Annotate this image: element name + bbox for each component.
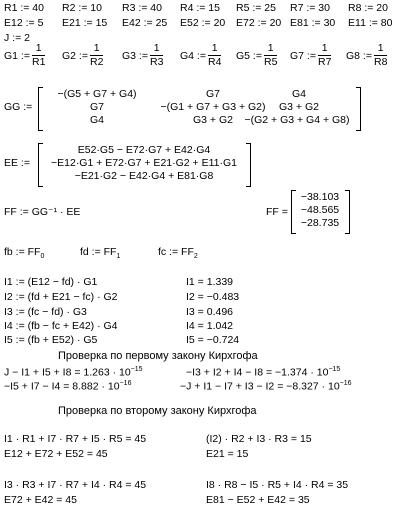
kvl-line: E12 + E72 + E52 = 45 [4, 448, 108, 460]
gg-cell: G7 [205, 88, 220, 100]
gg-cell: G7 [89, 101, 104, 113]
ff-value: −48.565 [300, 204, 340, 216]
ee-cell: −E12·G1 + E72·G7 + E21·G2 + E11·G1 [51, 157, 237, 169]
current-value: I4 = 1.042 [186, 320, 233, 332]
gg-cell: G4 [291, 88, 306, 100]
conductance-g4: G4 := $\frac{1}{R4}$ [180, 42, 222, 68]
param-r7: R7 := 30 [290, 2, 330, 14]
gg-cell: G4 [89, 114, 104, 126]
param-e52: E52 := 20 [180, 17, 226, 29]
gg-cell: −(G1 + G7 + G3 + G2) [160, 101, 266, 113]
param-e81: E81 := 30 [290, 17, 336, 29]
current-def: I5 := (fb + E52) · G5 [4, 334, 98, 346]
current-def: I4 := (fb − fc + E42) · G4 [4, 320, 118, 332]
current-value: I1 = 1.339 [186, 276, 233, 288]
gg-cell: −(G5 + G7 + G4) [57, 88, 137, 100]
ff-label: FF = [266, 206, 288, 218]
param-e72: E72 := 20 [236, 17, 282, 29]
kvl-line: I8 · R8 − I5 · R5 + I4 · R4 = 35 [206, 479, 349, 491]
fc-assign: fc := $FF_2$ [158, 246, 198, 261]
param-r5: R5 := 25 [236, 2, 276, 14]
ee-right-bracket [246, 143, 251, 187]
ff-left-bracket [291, 190, 296, 234]
current-def: I3 := (fc − fd) · G3 [4, 306, 87, 318]
kcl-heading: Проверка по первому закону Кирхгофа [58, 350, 258, 362]
gg-right-bracket [356, 87, 361, 131]
ff-value: −38.103 [300, 191, 340, 203]
param-r1: R1 := 40 [4, 2, 44, 14]
kvl-line: E21 = 15 [206, 448, 249, 460]
fd-assign: fd := $FF_1$ [80, 246, 121, 261]
param-j: J := 2 [4, 32, 30, 44]
conductance-g1: G1 := $\frac{1}{R1}$ [4, 42, 46, 68]
param-e42: E42 := 25 [122, 17, 168, 29]
gg-cell: G3 + G2 [193, 114, 233, 126]
kcl-line: $-J + I1 - I7 + I3 - I2 = -8.327 \cdot 10^{-16}$ [180, 380, 352, 393]
param-e11: E11 := 80 [348, 17, 393, 29]
param-e12: E12 := 5 [4, 17, 44, 29]
kcl-line: $-I3 + I2 + I4 - I8 = -1.374 \cdot 10^{-15}$ [186, 366, 341, 379]
conductance-g5: G5 := $\frac{1}{R5}$ [236, 42, 278, 68]
ff-formula: FF := GG⁻¹ · EE [4, 206, 81, 218]
current-value: I2 = −0.483 [186, 291, 240, 303]
current-value: I5 = −0.724 [186, 334, 240, 346]
kcl-line: $-I5 + I7 - I4 = 8.882 \cdot 10^{-16}$ [4, 380, 132, 393]
ff-value: −28.735 [300, 217, 340, 229]
kvl-line: (I2) · R2 + I3 · R3 = 15 [206, 433, 312, 445]
kvl-line: I1 · R1 + I7 · R7 + I5 · R5 = 45 [4, 433, 147, 445]
conductance-g8: G8 := $\frac{1}{R8}$ [346, 42, 388, 68]
ff-right-bracket [345, 190, 350, 234]
kvl-line: I3 · R3 + I7 · R7 + I4 · R4 = 45 [4, 479, 147, 491]
gg-cell: G3 + G2 [279, 101, 319, 113]
conductance-g3: G3 := $\frac{1}{R3}$ [122, 42, 164, 68]
ee-cell: −E21·G2 − E42·G4 + E81·G8 [74, 170, 214, 182]
kvl-line: E72 + E42 = 45 [4, 494, 77, 506]
gg-label: GG := [4, 101, 33, 113]
kvl-line: E81 − E52 + E42 = 35 [206, 494, 310, 506]
current-def: I1 := (E12 − fd) · G1 [4, 276, 98, 288]
param-r8: R8 := 20 [348, 2, 388, 14]
conductance-g2: G2 := $\frac{1}{R2}$ [62, 42, 104, 68]
current-def: I2 := (fd + E21 − fc) · G2 [4, 291, 118, 303]
ee-cell: E52·G5 − E72·G7 + E42·G4 [77, 144, 211, 156]
gg-cell: −(G2 + G3 + G4 + G8) [244, 114, 350, 126]
kvl-heading: Проверка по второму закону Кирхгофа [58, 405, 257, 417]
param-r4: R4 := 15 [180, 2, 220, 14]
current-value: I3 = 0.496 [186, 306, 233, 318]
fb-assign: fb := $FF_0$ [4, 246, 45, 261]
ee-label: EE := [4, 157, 30, 169]
param-r2: R2 := 10 [62, 2, 102, 14]
conductance-g7: G7 := $\frac{1}{R7}$ [290, 42, 332, 68]
param-e21: E21 := 15 [62, 17, 108, 29]
kcl-line: $J - I1 + I5 + I8 = 1.263 \cdot 10^{-15}$ [4, 366, 143, 379]
gg-left-bracket [38, 87, 43, 131]
param-r3: R3 := 40 [122, 2, 162, 14]
